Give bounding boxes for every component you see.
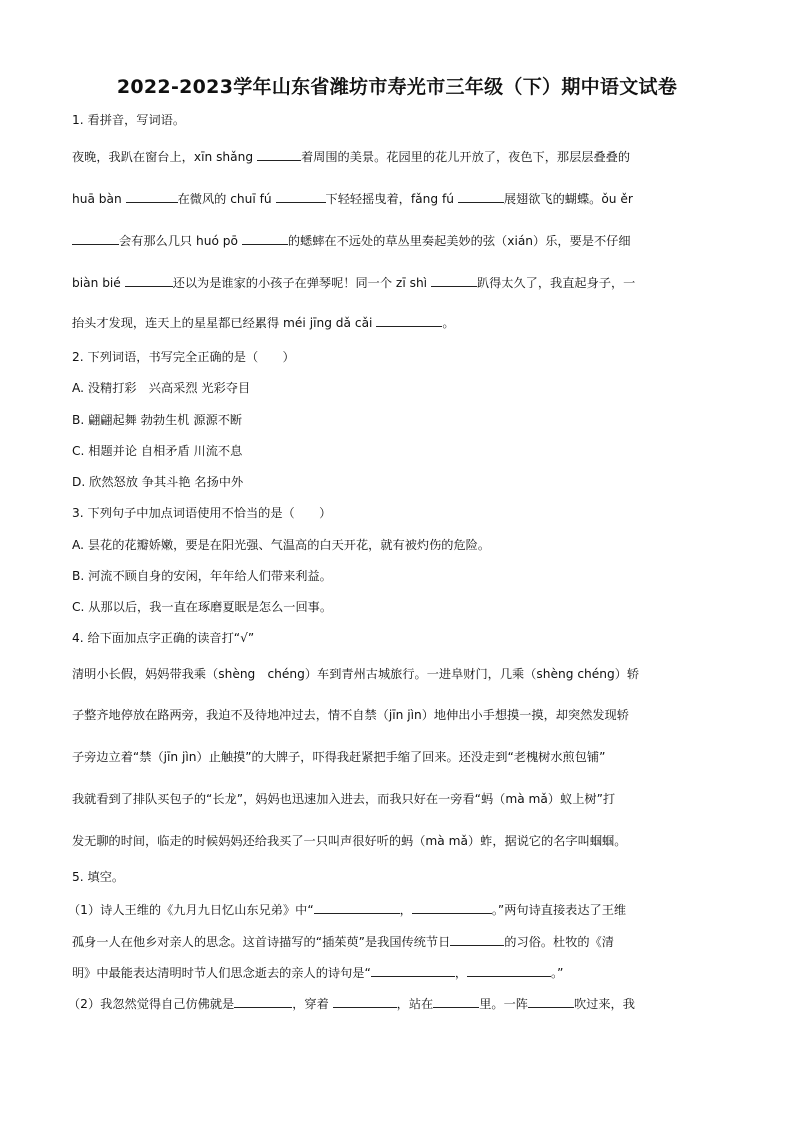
answer-blank[interactable] (371, 964, 455, 977)
q5-text: 的习俗。杜牧的《清 (504, 935, 614, 949)
answer-blank[interactable] (528, 995, 574, 1008)
q1-line-2 (72, 190, 633, 207)
q1-text: 在微风的 chuī fú (177, 192, 276, 206)
q1-text: 下轻轻摇曳着，fǎng fú (325, 192, 458, 206)
q1-text: 趴得太久了，我直起身子，一 (476, 276, 636, 290)
q4-heading: 4. 给下面加点字正确的读音打“√” (72, 631, 255, 645)
answer-blank[interactable] (72, 232, 119, 245)
q4-passage-line: 子整齐地停放在路两旁，我迫不及待地冲过去，情不自禁（jīn jìn）地伸出小手想摸一摸，却突然发现轿 (72, 708, 629, 722)
q1-text: 会有那么几只 huó pō (119, 234, 242, 248)
q1-text: 还以为是谁家的小孩子在弹琴呢！同一个 zī shì (172, 276, 431, 290)
q3-option-c[interactable]: C. 从那以后，我一直在琢磨夏眠是怎么一回事。 (72, 600, 333, 614)
q5-line-1 (68, 901, 626, 918)
q5-line-2 (72, 933, 614, 950)
answer-blank[interactable] (467, 964, 551, 977)
answer-blank[interactable] (125, 274, 173, 287)
answer-blank[interactable] (450, 933, 504, 946)
q1-line-1 (72, 148, 630, 165)
q3-heading: 3. 下列句子中加点词语使用不恰当的是（ ） (72, 506, 332, 520)
answer-blank[interactable] (314, 901, 400, 914)
q1-line-5 (72, 314, 455, 331)
q5-text: ， (399, 903, 412, 917)
q1-text: biàn bié (72, 276, 125, 290)
answer-blank[interactable] (412, 901, 492, 914)
q5-line-4 (68, 995, 635, 1012)
q3-option-a[interactable]: A. 昙花的花瓣娇嫩，要是在阳光强、气温高的白天开花，就有被灼伤的危险。 (72, 538, 491, 552)
q5-heading: 5. 填空。 (72, 870, 125, 884)
q2-option-c[interactable]: C. 相题并论 自相矛盾 川流不息 (72, 444, 243, 458)
q1-text: huā bàn (72, 192, 126, 206)
q5-text: 里。一阵 (479, 997, 528, 1011)
q3-option-b[interactable]: B. 河流不顾自身的安闲，年年给人们带来利益。 (72, 569, 332, 583)
q5-text: 孤身一人在他乡对亲人的思念。这首诗描写的“插茱萸”是我国传统节日 (72, 935, 451, 949)
q5-text: 明》中最能表达清明时节人们思念逝去的亲人的诗句是“ (72, 966, 371, 980)
answer-blank[interactable] (433, 995, 479, 1008)
q1-line-3 (72, 232, 631, 249)
q1-text: 抬头才发现，连天上的星星都已经累得 méi jīng dǎ cǎi (72, 316, 377, 330)
q5-text: ，站在 (396, 997, 434, 1011)
q1-text: 夜晚，我趴在窗台上，xīn shǎng (72, 150, 257, 164)
answer-blank[interactable] (376, 314, 442, 327)
answer-blank[interactable] (431, 274, 477, 287)
q5-text: ， (454, 966, 468, 980)
answer-blank[interactable] (242, 232, 288, 245)
answer-blank[interactable] (257, 148, 301, 161)
answer-blank[interactable] (276, 190, 326, 203)
page-title: 2022-2023学年山东省潍坊市寿光市三年级（下）期中语文试卷 (116, 76, 678, 98)
q4-passage-line: 子旁边立着“禁（jīn jìn）止触摸”的大牌子，吓得我赶紧把手缩了回来。还没走到“老槐树水煎包铺” (72, 750, 606, 764)
q4-passage-line: 我就看到了排队买包子的“长龙”，妈妈也迅速加入进去，而我只好在一旁看“蚂（mà mǎ）蚁上树”打 (72, 792, 616, 806)
answer-blank[interactable] (234, 995, 292, 1008)
q1-text: 展翅欲飞的蝴蝶。ǒu ěr (503, 192, 633, 206)
q5-text: 吹过来，我 (573, 997, 635, 1011)
q2-option-a[interactable]: A. 没精打彩 兴高采烈 光彩夺目 (72, 381, 251, 395)
q5-text: （2）我忽然觉得自己仿佛就是 (68, 997, 235, 1011)
q5-text: 。” (551, 966, 564, 980)
answer-blank[interactable] (126, 190, 178, 203)
q5-text: （1）诗人王维的《九月九日忆山东兄弟》中“ (68, 903, 314, 917)
q2-option-d[interactable]: D. 欣然怒放 争其斗艳 名扬中外 (72, 475, 244, 489)
q1-line-4 (72, 274, 635, 291)
q1-text: 。 (442, 316, 455, 330)
q2-heading: 2. 下列词语，书写完全正确的是（ ） (72, 350, 295, 364)
q4-passage-line: 发无聊的时间，临走的时候妈妈还给我买了一只叫声很好听的蚂（mà mǎ）蚱，据说它的名字叫蝈蝈。 (72, 834, 627, 848)
q5-line-3 (72, 964, 563, 981)
q1-heading: 1. 看拼音，写词语。 (72, 113, 186, 127)
answer-blank[interactable] (458, 190, 504, 203)
q5-text: 。”两句诗直接表达了王维 (491, 903, 627, 917)
q1-text: 的蟋蟀在不远处的草丛里奏起美妙的弦（xián）乐，要是不仔细 (287, 234, 631, 248)
answer-blank[interactable] (333, 995, 397, 1008)
q5-text: ，穿着 (292, 997, 333, 1011)
q2-option-b[interactable]: B. 翩翩起舞 勃勃生机 源源不断 (72, 413, 243, 427)
q1-text: 着周围的美景。花园里的花儿开放了，夜色下，那层层叠叠的 (300, 150, 631, 164)
q4-passage-line: 清明小长假，妈妈带我乘（shèng chéng）车到青州古城旅行。一进阜财门，几乘（shèng chéng）轿 (72, 667, 640, 681)
